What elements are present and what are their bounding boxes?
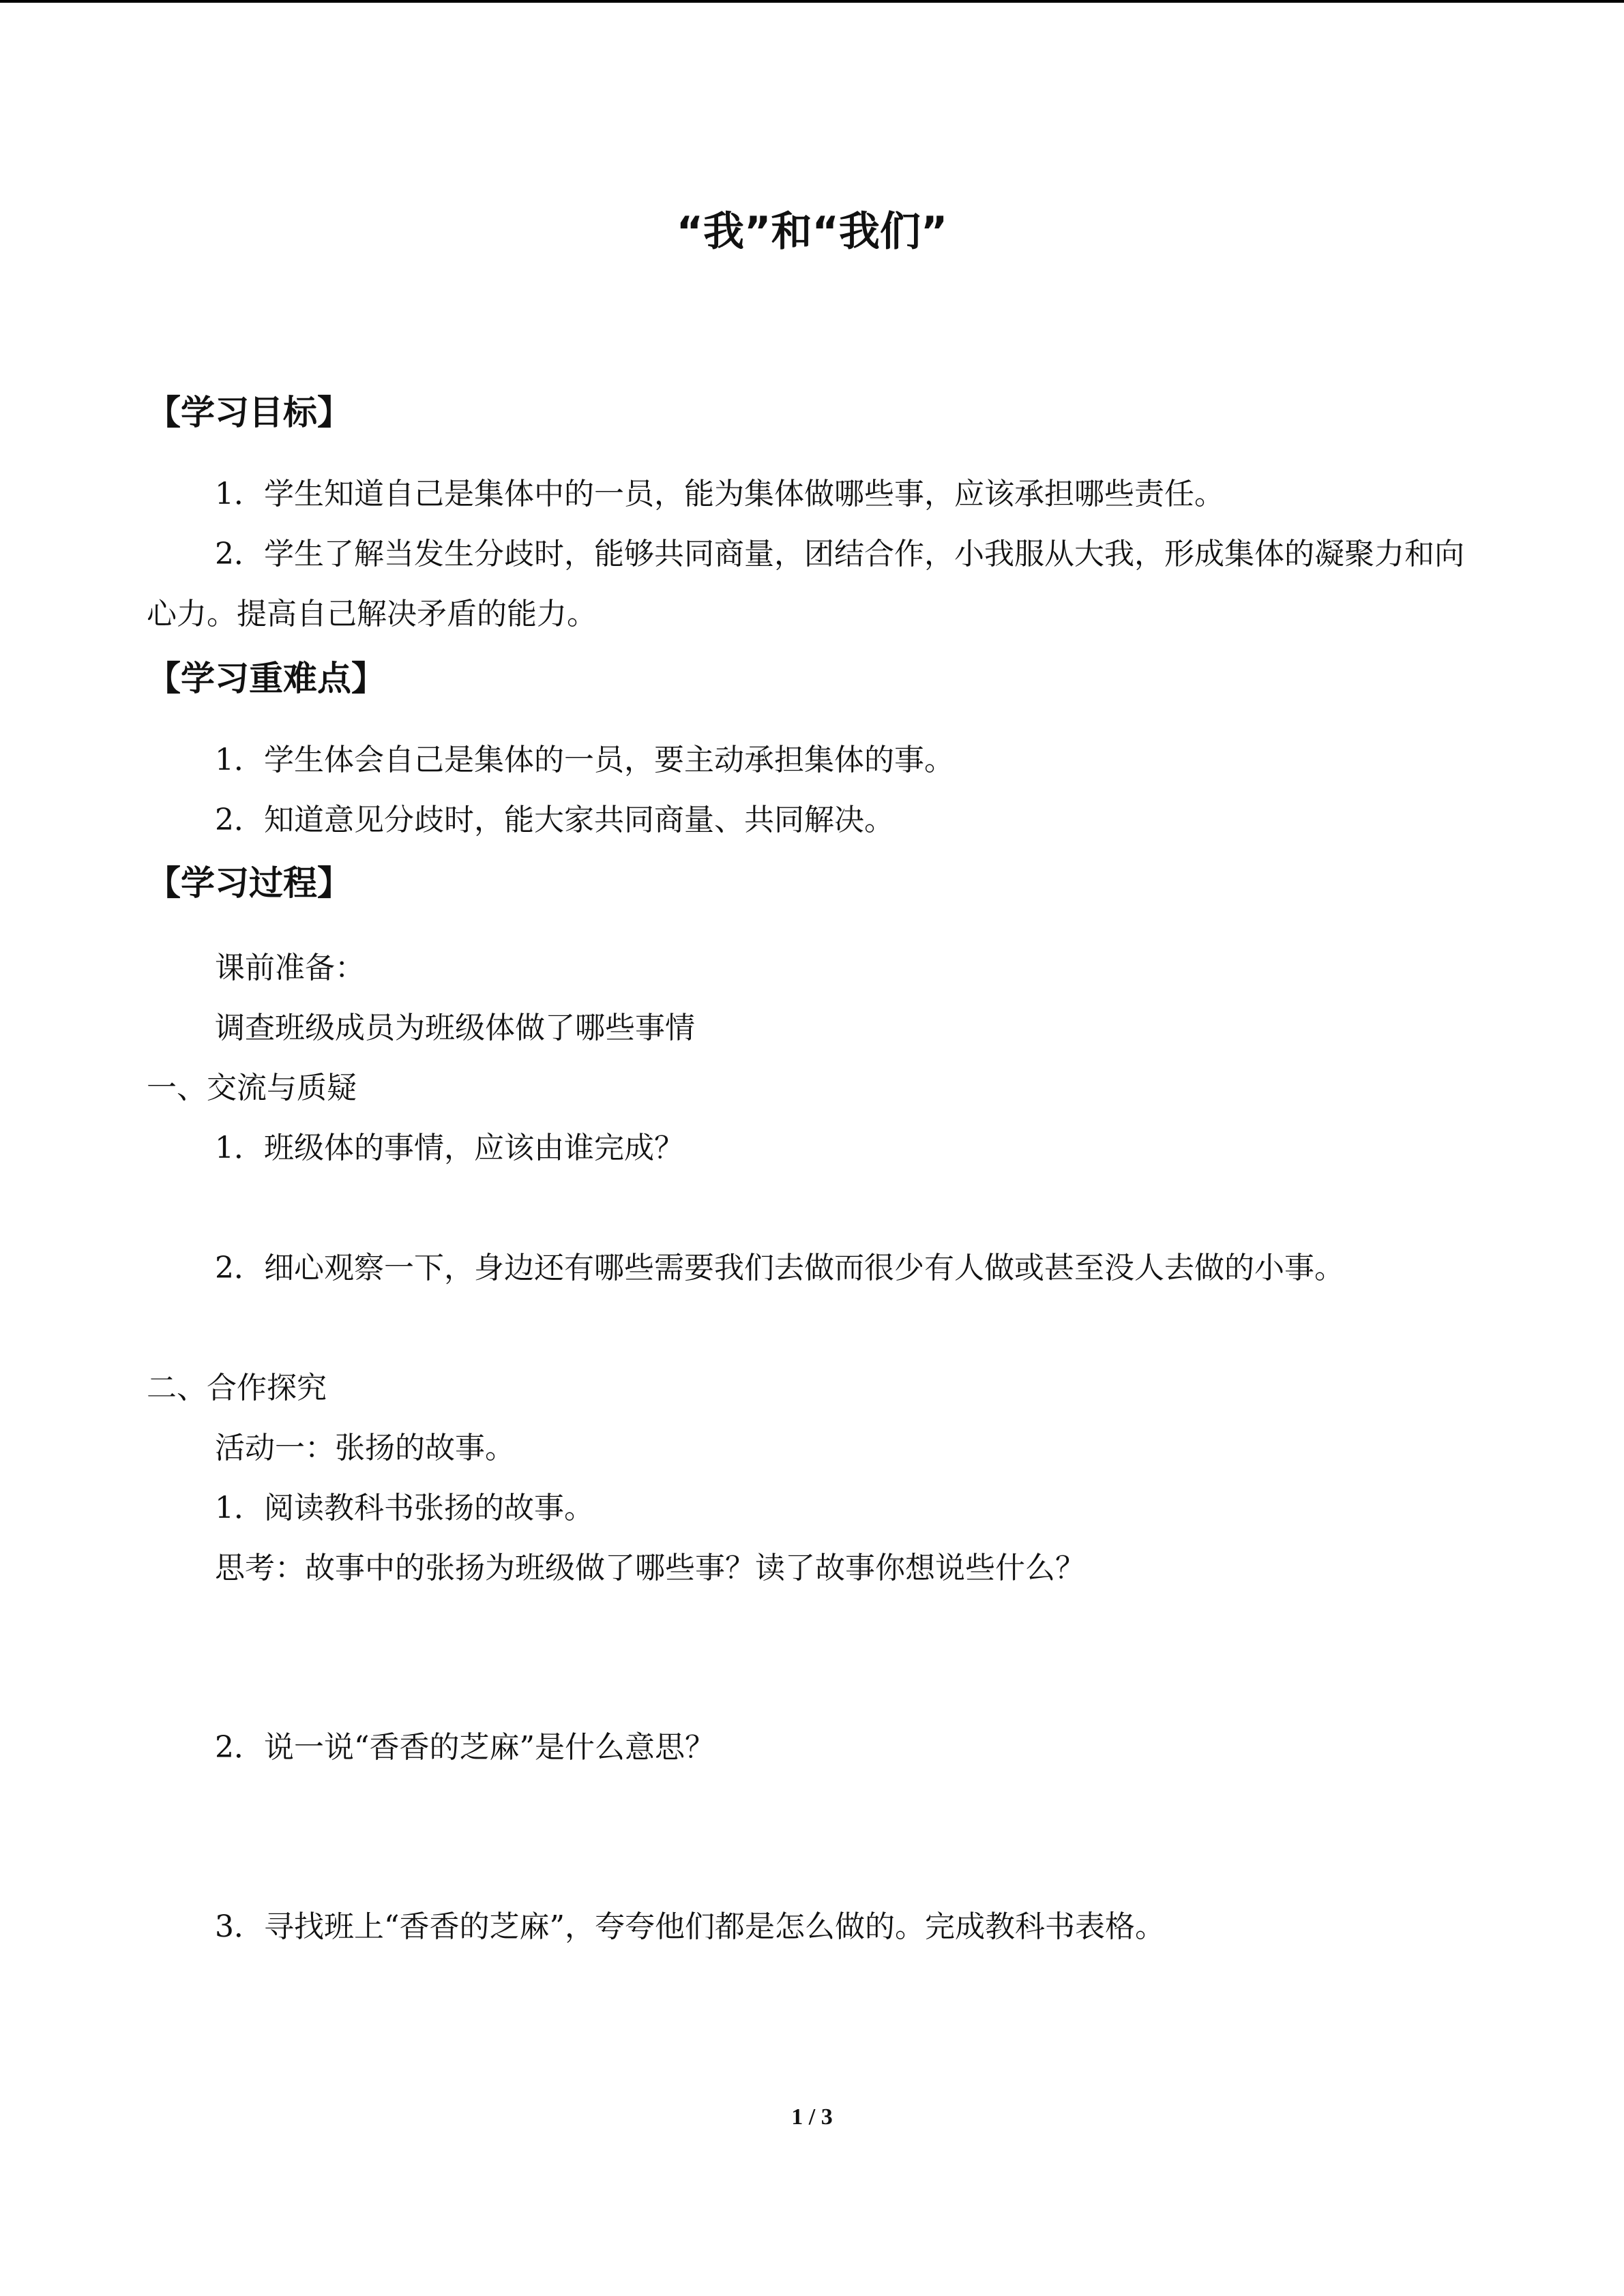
part1-item-2: 2．细心观察一下，身边还有哪些需要我们去做而很少有人做或甚至没人去做的小事。: [215, 1251, 1344, 1285]
part1-heading: 一、交流与质疑: [147, 1071, 357, 1105]
key-point-item-2: 2．知道意见分歧时，能大家共同商量、共同解决。: [215, 803, 894, 837]
part2-think: 思考：故事中的张扬为班级做了哪些事？读了故事你想说些什么？: [215, 1551, 1085, 1585]
page-number: 1 / 3: [791, 2104, 833, 2130]
part2-heading: 二、合作探究: [147, 1371, 327, 1405]
objectives-heading: 【学习目标】: [147, 393, 351, 432]
prep-text: 调查班级成员为班级体做了哪些事情: [215, 1011, 695, 1045]
part1-item-1: 1．班级体的事情，应该由谁完成？: [215, 1131, 684, 1165]
key-point-item-1: 1．学生体会自己是集体的一员，要主动承担集体的事。: [215, 743, 954, 777]
part2-item-2: 2．说一说“香香的芝麻”是什么意思？: [215, 1730, 715, 1765]
page-title: “我”和“我们”: [676, 208, 948, 256]
part2-item-1: 1．阅读教科书张扬的故事。: [215, 1491, 594, 1525]
process-heading: 【学习过程】: [147, 863, 351, 903]
prep-label: 课前准备：: [215, 951, 365, 985]
key-points-heading: 【学习重难点】: [147, 659, 385, 698]
objective-item-1: 1．学生知道自己是集体中的一员，能为集体做哪些事，应该承担哪些责任。: [215, 477, 1224, 511]
part2-item-3: 3．寻找班上“香香的芝麻”，夸夸他们都是怎么做的。完成教科书表格。: [215, 1909, 1165, 1944]
objective-item-2: 2．学生了解当发生分歧时，能够共同商量，团结合作，小我服从大我，形成集体的凝聚力和向心力。提高自己解决矛盾的能力。: [147, 537, 1464, 631]
activity-one: 活动一：张扬的故事。: [215, 1431, 515, 1465]
